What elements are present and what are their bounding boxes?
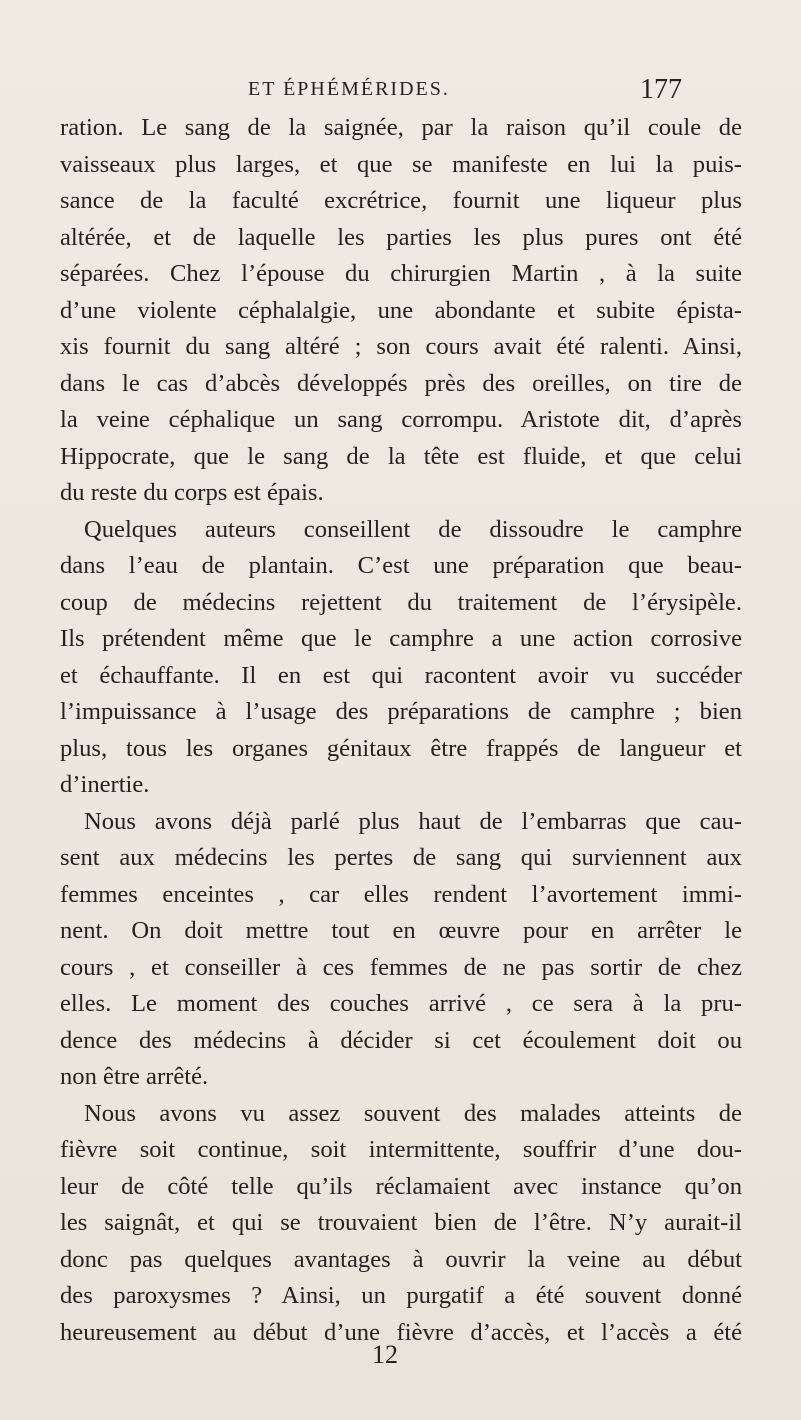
text-line: xis fournit du sang altéré ; son cours avait été ralenti. Ainsi, [60, 333, 742, 360]
text-line: cours , et conseiller à ces femmes de ne pas sortir de chez [60, 953, 742, 981]
text-line: séparées. Chez l’épouse du chirurgien Martin , à la suite [60, 260, 742, 287]
text-line: dence des médecins à décider si cet écoulement doit ou [60, 1026, 742, 1054]
page-header [0, 74, 801, 108]
text-line: non être arrêté. [60, 1063, 209, 1090]
text-line: l’impuissance à l’usage des préparations de camphre ; bien [60, 698, 742, 725]
text-line: Nous avons déjà parlé plus haut de l’embarras que cau- [84, 807, 742, 835]
text-line: plus, tous les organes génitaux être frappés de langueur et [60, 734, 742, 762]
text-line: leur de côté telle qu’ils réclamaient avec instance qu’on [60, 1172, 742, 1200]
page-number: 177 [640, 74, 682, 105]
text-line: d’une violente céphalalgie, une abondante et subite épista- [60, 296, 742, 324]
text-line: coup de médecins rejettent du traitement de l’érysipèle. [60, 588, 742, 616]
text-line: les saignât, et qui se trouvaient bien de l’être. N’y aurait-il [60, 1209, 742, 1236]
text-line: ration. Le sang de la saignée, par la raison qu’il coule de [60, 114, 742, 141]
text-line: d’inertie. [60, 771, 150, 798]
text-line: vaisseaux plus larges, et que se manifeste en lui la puis- [60, 150, 742, 178]
text-line: dans l’eau de plantain. C’est une préparation que beau- [60, 552, 742, 579]
text-line: heureusement au début d’une fièvre d’accès, et l’accès a été [60, 1318, 742, 1346]
text-line: altérée, et de laquelle les parties les plus pures ont été [60, 223, 742, 251]
body-text [60, 110, 742, 1351]
signature-mark: 12 [372, 1340, 398, 1369]
text-line: la veine céphalique un sang corrompu. Aristote dit, d’après [60, 406, 742, 433]
text-line: femmes enceintes , car elles rendent l’avortement immi- [60, 880, 742, 908]
text-line: sent aux médecins les pertes de sang qui surviennent aux [60, 844, 742, 871]
text-line: fièvre soit continue, soit intermittente, souffrir d’une dou- [60, 1136, 742, 1163]
text-line: des paroxysmes ? Ainsi, un purgatif a été souvent donné [60, 1282, 742, 1309]
text-line: du reste du corps est épais. [60, 479, 324, 506]
text-line: Hippocrate, que le sang de la tête est fluide, et que celui [60, 442, 742, 470]
text-line: dans le cas d’abcès développés près des oreilles, on tire de [60, 369, 742, 397]
text-line: sance de la faculté excrétrice, fournit une liqueur plus [60, 187, 742, 214]
running-title: ET ÉPHÉMÉRIDES. [248, 78, 450, 100]
text-line: donc pas quelques avantages à ouvrir la veine au début [60, 1245, 742, 1273]
text-line: Nous avons vu assez souvent des malades atteints de [84, 1099, 742, 1127]
text-line: Ils prétendent même que le camphre a une action corrosive [60, 625, 742, 652]
text-line: Quelques auteurs conseillent de dissoudre le camphre [84, 515, 742, 543]
text-line: elles. Le moment des couches arrivé , ce sera à la pru- [60, 990, 742, 1017]
text-line: et échauffante. Il en est qui racontent avoir vu succéder [60, 661, 742, 689]
text-line: nent. On doit mettre tout en œuvre pour en arrêter le [60, 917, 742, 944]
